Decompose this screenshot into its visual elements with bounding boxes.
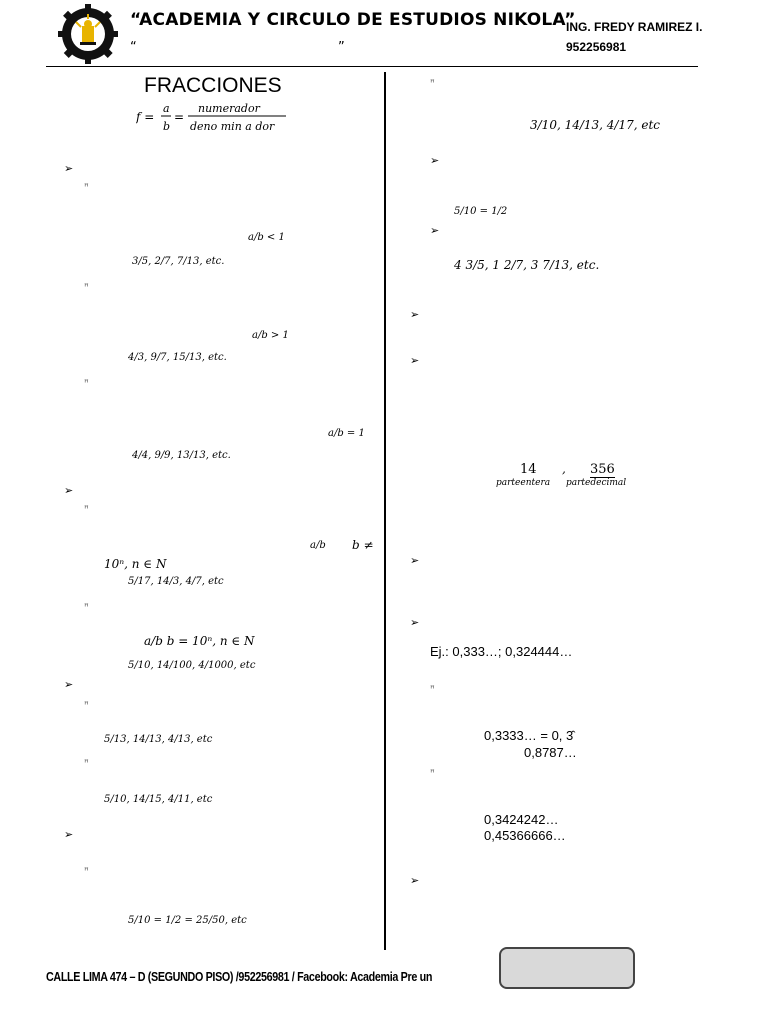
example-reducible: 5/10 = 1/2 [454, 206, 508, 217]
example-unit: 4/4, 9/9, 13/13, etc. [132, 450, 231, 461]
example-irreducible: 3/10, 14/13, 4/17, etc [530, 118, 661, 132]
example-mixed-number: 4 3/5, 1 2/7, 3 7/13, etc. [454, 258, 600, 272]
condition-proper: a/b < 1 [248, 232, 285, 243]
example-ordinary: 5/17, 14/3, 4/7, etc [128, 576, 224, 587]
bullet-arrow: ➢ [410, 616, 420, 629]
list-glyph: ꟸ [84, 700, 89, 709]
example-proper: 3/5, 2/7, 7/13, etc. [132, 256, 225, 267]
svg-text:numerador: numerador [198, 102, 260, 115]
integer-part: 14 [520, 462, 537, 477]
example-improper: 4/3, 9/7, 15/13, etc. [128, 352, 227, 363]
condition-improper: a/b > 1 [252, 330, 289, 341]
list-glyph: ꟸ [430, 768, 435, 777]
academy-logo [52, 4, 124, 64]
decimal-part-label: partedecimal [566, 478, 627, 488]
list-glyph: ꟸ [84, 758, 89, 767]
svg-text:b: b [163, 120, 171, 133]
decimal-part: 356 [590, 462, 615, 477]
bullet-arrow: ➢ [64, 162, 74, 175]
bullet-arrow: ➢ [410, 554, 420, 567]
list-glyph: ꟸ [84, 866, 89, 875]
comma: , [562, 462, 566, 476]
list-glyph: ꟸ [84, 182, 89, 191]
footer-address: CALLE LIMA 474 – D (SEGUNDO PISO) /952256981 / Facebook: Academia Pre un [46, 970, 433, 984]
bullet-arrow: ➢ [64, 828, 74, 841]
list-glyph: ꟸ [84, 602, 89, 611]
condition-power: 10ⁿ, n ∈ N [104, 557, 167, 571]
header-author: ING. FREDY RAMIREZ I. [566, 20, 703, 34]
example-decimal: 5/10, 14/100, 4/1000, etc [128, 660, 256, 671]
condition-unit: a/b = 1 [328, 428, 365, 439]
list-glyph: ꟸ [84, 378, 89, 387]
mixed-periodic-2: 0,45366666… [484, 828, 566, 843]
header-divider [46, 66, 698, 67]
footer-box[interactable] [499, 947, 635, 989]
periodic-example: Ej.: 0,333…; 0,324444… [430, 644, 573, 659]
column-divider [384, 72, 386, 950]
header-title: “ACADEMIA Y CIRCULO DE ESTUDIOS NIKOLA” [130, 10, 576, 30]
pure-periodic-2: 0,8787… [524, 745, 577, 760]
list-glyph: ꟸ [84, 504, 89, 513]
svg-text:a: a [163, 102, 170, 115]
integer-part-label: parteentera [496, 478, 551, 488]
bullet-arrow: ➢ [410, 354, 420, 367]
svg-text:f =: f = [136, 110, 155, 124]
bullet-arrow: ➢ [430, 154, 440, 167]
list-glyph: ꟸ [430, 684, 435, 693]
list-glyph: ꟸ [84, 282, 89, 291]
header-phone: 952256981 [566, 40, 627, 54]
definition-formula [136, 100, 296, 139]
bullet-arrow: ➢ [64, 678, 74, 691]
header-quote-open: “ [130, 40, 137, 55]
bullet-arrow: ➢ [410, 874, 420, 887]
example-homogeneous: 5/13, 14/13, 4/13, etc [104, 734, 213, 745]
svg-text:=: = [174, 110, 185, 124]
page-title: FRACCIONES [144, 74, 282, 97]
mixed-periodic-1: 0,3424242… [484, 812, 559, 827]
condition-decimal: a/b b = 10ⁿ, n ∈ N [144, 634, 255, 648]
bullet-arrow: ➢ [410, 308, 420, 321]
example-heterogeneous: 5/10, 14/15, 4/11, etc [104, 794, 213, 805]
example-equivalent: 5/10 = 1/2 = 25/50, etc [128, 915, 247, 926]
condition-b-neq: b ≠ [352, 538, 374, 552]
condition-ab: a/b [310, 540, 326, 551]
list-glyph: ꟸ [430, 78, 435, 87]
svg-text:deno min a dor: deno min a dor [190, 120, 275, 133]
bullet-arrow: ➢ [64, 484, 74, 497]
header-quote-close: ” [338, 40, 345, 55]
pure-periodic-1: 0,3333… = 0, 3̂ [484, 728, 574, 743]
bullet-arrow: ➢ [430, 224, 440, 237]
